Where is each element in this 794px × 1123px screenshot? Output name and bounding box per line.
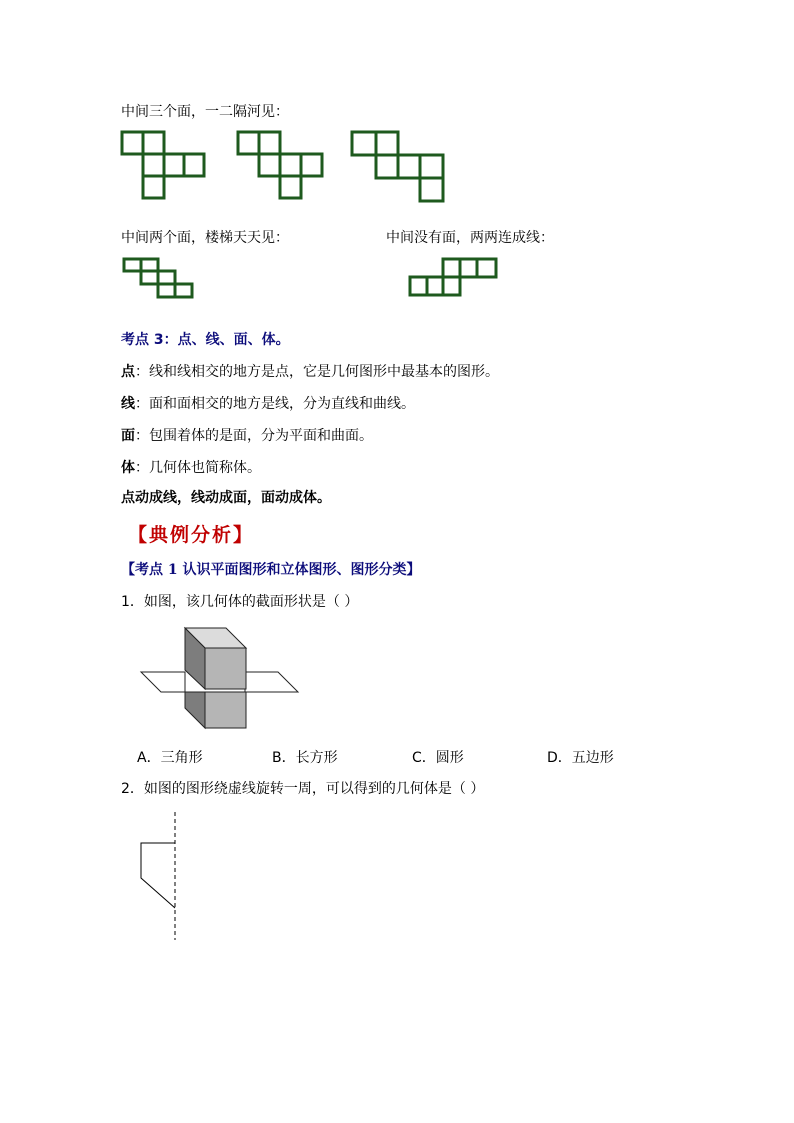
net-caption-middle-none: 中间没有面，两两连成线： [386, 230, 554, 246]
cuboid-cross-section-figure [141, 628, 298, 728]
term-sep: ： [135, 396, 149, 412]
section-header-typical-examples: 【典例分析】 [128, 524, 255, 546]
question-1-text: 1．如图，该几何体的截面形状是（ ） [121, 594, 359, 610]
question-2-text: 2．如图的图形绕虚线旋转一周，可以得到的几何体是（ ） [121, 781, 485, 797]
cube-net-5 [410, 259, 496, 295]
term-label: 体 [121, 460, 135, 476]
kaodian3-summary: 点动成线，线动成面，面动成体。 [121, 490, 331, 506]
point-definition [121, 363, 499, 381]
term-sep: ： [135, 460, 149, 476]
q1-option-d[interactable]: D．五边形 [547, 750, 614, 766]
q1-option-b[interactable]: B．长方形 [272, 750, 338, 766]
definition-text: 面和面相交的地方是线，分为直线和曲线。 [149, 396, 415, 412]
term-label: 线 [121, 396, 135, 412]
term-label: 点 [121, 364, 135, 380]
section-subheader-kaodian1: 【考点 1 认识平面图形和立体图形、图形分类】 [121, 562, 421, 578]
definition-text: 线和线相交的地方是点，它是几何图形中最基本的图形。 [149, 364, 499, 380]
kaodian3-title: 考点 3：点、线、面、体。 [121, 332, 290, 348]
term-sep: ： [135, 428, 149, 444]
net-caption-middle-three: 中间三个面，一二隔河见： [121, 104, 289, 120]
definition-text: 几何体也简称体。 [149, 460, 261, 476]
rotated-shape [141, 843, 175, 908]
cube-net-2 [238, 132, 322, 198]
cube-net-3 [352, 132, 443, 201]
q1-option-a[interactable]: A．三角形 [137, 750, 203, 766]
cube-net-1 [122, 132, 204, 198]
net-caption-middle-two: 中间两个面，楼梯天天见： [121, 230, 289, 246]
term-label: 面 [121, 428, 135, 444]
surface-definition [121, 427, 373, 445]
q1-option-c[interactable]: C．圆形 [412, 750, 464, 766]
cube-net-4 [124, 259, 192, 297]
solid-definition [121, 459, 261, 477]
line-definition [121, 395, 415, 413]
rotation-figure [141, 812, 175, 940]
term-sep: ： [135, 364, 149, 380]
definition-text: 包围着体的是面，分为平面和曲面。 [149, 428, 373, 444]
